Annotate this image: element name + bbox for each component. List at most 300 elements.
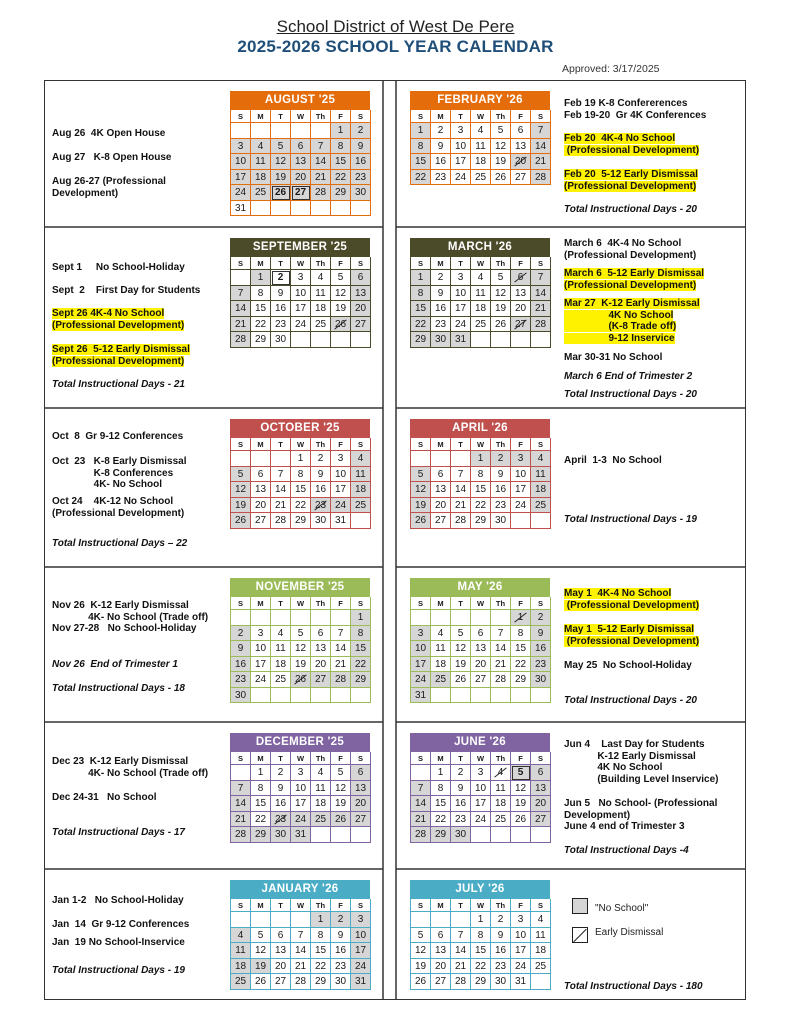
month-calendar — [410, 578, 552, 703]
day-cell: 1 — [291, 451, 311, 467]
weekday-label: W — [291, 257, 311, 270]
weekday-label: S — [231, 752, 251, 765]
day-cell: 12 — [411, 482, 431, 498]
day-cell: 24 — [511, 959, 531, 975]
weekday-label: F — [511, 110, 531, 123]
day-cell: 5 — [231, 467, 251, 483]
day-cell: 25 — [531, 498, 551, 514]
day-cell: 27 — [511, 170, 531, 186]
day-cell: 31 — [451, 332, 471, 348]
day-cell: 26 — [231, 513, 251, 529]
weekday-label: T — [271, 257, 291, 270]
day-cell: 5 — [251, 928, 271, 944]
event-note: Feb 20 5-12 Early Dismissal (Professional Development) — [564, 169, 698, 192]
day-cell: 24 — [291, 317, 311, 333]
day-cell: 26 — [511, 812, 531, 828]
day-cell: 25 — [251, 185, 271, 201]
weekday-label: S — [351, 438, 371, 451]
day-cell: 25 — [271, 672, 291, 688]
day-cell: 13 — [271, 943, 291, 959]
empty-day-cell — [451, 688, 471, 704]
day-cell: 3 — [331, 451, 351, 467]
day-cell: 19 — [491, 154, 511, 170]
weekday-label: W — [291, 899, 311, 912]
day-cell: 5 — [491, 123, 511, 139]
day-cell: 20 — [531, 796, 551, 812]
day-cell: 3 — [291, 765, 311, 781]
day-cell: 21 — [231, 317, 251, 333]
day-cell: 21 — [531, 154, 551, 170]
weekday-label: M — [251, 438, 271, 451]
day-cell: 16 — [271, 796, 291, 812]
day-cell: 4 — [231, 928, 251, 944]
empty-day-cell — [311, 332, 331, 348]
day-cell: 1 — [311, 912, 331, 928]
day-cell: 21 — [231, 812, 251, 828]
approved-date: Approved: 3/17/2025 — [562, 63, 660, 75]
day-cell: 31 — [351, 974, 371, 990]
empty-day-cell — [491, 610, 511, 626]
month-calendar — [410, 419, 552, 529]
day-cell: 5 — [271, 139, 291, 155]
empty-day-cell — [331, 827, 351, 843]
month-grid — [410, 437, 550, 529]
day-cell: 28 — [331, 672, 351, 688]
day-cell: 12 — [411, 943, 431, 959]
day-cell: 16 — [271, 301, 291, 317]
early-dismissal-legend-label: Early Dismissal — [595, 927, 664, 938]
day-cell: 29 — [251, 827, 271, 843]
event-note: Oct 24 4K-12 No School (Professional Development) — [52, 496, 185, 519]
empty-day-cell — [471, 610, 491, 626]
month-calendar — [410, 91, 552, 185]
day-cell: 25 — [471, 170, 491, 186]
day-cell: 31 — [411, 688, 431, 704]
day-cell: 15 — [471, 482, 491, 498]
weekday-label: T — [451, 597, 471, 610]
day-cell: 22 — [511, 657, 531, 673]
day-cell: 13 — [431, 482, 451, 498]
day-cell: 12 — [271, 154, 291, 170]
weekday-label: Th — [311, 899, 331, 912]
day-cell: 20 — [471, 657, 491, 673]
day-cell: 14 — [311, 154, 331, 170]
weekday-label: S — [531, 752, 551, 765]
day-cell: 15 — [351, 641, 371, 657]
day-cell: 12 — [451, 641, 471, 657]
weekday-label: S — [351, 752, 371, 765]
day-cell: 4 — [471, 123, 491, 139]
weekday-label: S — [231, 899, 251, 912]
day-cell: 1 — [411, 123, 431, 139]
empty-day-cell — [531, 332, 551, 348]
day-cell: 28 — [531, 170, 551, 186]
day-cell: 22 — [351, 657, 371, 673]
empty-day-cell — [291, 201, 311, 217]
day-cell: 18 — [271, 657, 291, 673]
day-cell: 21 — [451, 959, 471, 975]
day-cell: 24 — [451, 170, 471, 186]
day-cell: 11 — [311, 286, 331, 302]
empty-day-cell — [511, 827, 531, 843]
day-cell: 23 — [451, 812, 471, 828]
weekday-label: F — [511, 438, 531, 451]
empty-day-cell — [471, 827, 491, 843]
day-cell: 17 — [451, 301, 471, 317]
weekday-label: W — [291, 110, 311, 123]
day-cell: 17 — [291, 301, 311, 317]
event-note: April 1-3 No School — [564, 455, 662, 466]
empty-day-cell — [351, 827, 371, 843]
event-note: Sept 2 First Day for Students — [52, 285, 201, 296]
day-cell: 24 — [471, 812, 491, 828]
day-cell: 24 — [451, 317, 471, 333]
day-cell: 8 — [311, 928, 331, 944]
day-cell: 13 — [531, 781, 551, 797]
weekday-label: Th — [491, 752, 511, 765]
day-cell: 14 — [451, 482, 471, 498]
day-cell: 12 — [491, 139, 511, 155]
day-cell: 22 — [251, 812, 271, 828]
day-cell: 1 — [251, 765, 271, 781]
empty-day-cell — [491, 332, 511, 348]
day-cell: 18 — [231, 959, 251, 975]
day-cell: 5 — [331, 765, 351, 781]
empty-day-cell — [231, 270, 251, 286]
day-cell: 12 — [491, 286, 511, 302]
day-cell: 9 — [431, 286, 451, 302]
day-cell: 11 — [531, 467, 551, 483]
weekday-label: Th — [311, 597, 331, 610]
empty-day-cell — [531, 974, 551, 990]
day-cell: 21 — [531, 301, 551, 317]
day-cell: 17 — [331, 482, 351, 498]
weekday-label: S — [531, 899, 551, 912]
empty-day-cell — [411, 451, 431, 467]
weekday-label: T — [271, 438, 291, 451]
event-note: May 25 No School-Holiday — [564, 660, 692, 671]
day-cell: 30 — [451, 827, 471, 843]
day-cell: 7 — [491, 626, 511, 642]
empty-day-cell — [491, 688, 511, 704]
day-cell: 14 — [231, 301, 251, 317]
day-cell: 4 — [311, 270, 331, 286]
day-cell: 17 — [351, 943, 371, 959]
weekday-label: T — [451, 752, 471, 765]
day-cell: 25 — [431, 672, 451, 688]
day-cell: 9 — [311, 467, 331, 483]
day-cell: 3 — [471, 765, 491, 781]
empty-day-cell — [251, 610, 271, 626]
empty-day-cell — [251, 451, 271, 467]
day-cell: 25 — [231, 974, 251, 990]
day-cell: 6 — [251, 467, 271, 483]
weekday-label: Th — [491, 899, 511, 912]
day-cell: 21 — [491, 657, 511, 673]
day-cell: 6 — [351, 765, 371, 781]
empty-day-cell — [251, 912, 271, 928]
weekday-label: M — [431, 899, 451, 912]
day-cell: 13 — [311, 641, 331, 657]
weekday-label: S — [411, 597, 431, 610]
day-cell: 19 — [411, 959, 431, 975]
day-cell: 20 — [431, 498, 451, 514]
empty-day-cell — [271, 123, 291, 139]
day-cell: 11 — [471, 139, 491, 155]
day-cell: 10 — [511, 467, 531, 483]
day-cell: 2 — [431, 270, 451, 286]
day-cell: 10 — [511, 928, 531, 944]
day-cell: 2 — [451, 765, 471, 781]
day-cell: 16 — [351, 154, 371, 170]
empty-day-cell — [491, 827, 511, 843]
empty-day-cell — [411, 912, 431, 928]
weekday-label: F — [331, 597, 351, 610]
day-cell: 8 — [251, 286, 271, 302]
day-cell: 7 — [271, 467, 291, 483]
day-cell: 1 — [351, 610, 371, 626]
day-cell: 5 — [331, 270, 351, 286]
event-note: May 1 5-12 Early Dismissal (Professional Development) — [564, 624, 700, 647]
day-cell: 10 — [471, 781, 491, 797]
event-note: Nov 26 K-12 Early Dismissal 4K- No School (Trade off) Nov 27-28 No School-Holiday — [52, 600, 209, 635]
event-note: Aug 27 K-8 Open House — [52, 152, 172, 163]
day-cell: 11 — [231, 943, 251, 959]
day-cell: 17 — [511, 482, 531, 498]
event-note: Jan 14 Gr 9-12 Conferences — [52, 919, 190, 930]
day-cell: 9 — [331, 928, 351, 944]
month-grid — [410, 596, 550, 703]
day-cell: 7 — [331, 626, 351, 642]
weekday-label: M — [251, 597, 271, 610]
day-cell: 31 — [291, 827, 311, 843]
day-cell: 26 — [331, 812, 351, 828]
empty-day-cell — [231, 765, 251, 781]
weekday-label: S — [531, 438, 551, 451]
day-cell: 16 — [431, 154, 451, 170]
day-cell: 3 — [411, 626, 431, 642]
empty-day-cell — [431, 688, 451, 704]
day-cell: 23 — [491, 959, 511, 975]
day-cell: 10 — [451, 139, 471, 155]
day-cell: 29 — [351, 672, 371, 688]
weekday-label: W — [471, 438, 491, 451]
total-days-note: Total Instructional Days -4 — [564, 845, 689, 856]
day-cell: 28 — [231, 332, 251, 348]
day-cell: 7 — [231, 286, 251, 302]
month-grid — [230, 596, 370, 703]
empty-day-cell — [271, 201, 291, 217]
day-cell: 11 — [491, 781, 511, 797]
event-note: Feb 19 K-8 Confererences Feb 19-20 Gr 4K Conferences — [564, 98, 707, 121]
day-cell: 26 — [451, 672, 471, 688]
day-cell: 4 — [251, 139, 271, 155]
day-cell: 27 — [531, 812, 551, 828]
day-cell: 16 — [451, 796, 471, 812]
total-days-note: Nov 26 End of Trimester 1 — [52, 659, 178, 670]
empty-day-cell — [531, 513, 551, 529]
day-cell: 12 — [511, 781, 531, 797]
day-cell: 17 — [451, 154, 471, 170]
day-cell: 15 — [511, 641, 531, 657]
weekday-label: S — [231, 438, 251, 451]
day-cell: 15 — [291, 482, 311, 498]
weekday-label: S — [411, 257, 431, 270]
day-cell: 27 — [251, 513, 271, 529]
weekday-label: W — [471, 899, 491, 912]
month-header: SEPTEMBER '25 — [230, 238, 370, 256]
day-cell: 9 — [491, 928, 511, 944]
empty-day-cell — [451, 912, 471, 928]
event-note: Dec 23 K-12 Early Dismissal 4K- No School (Trade off) — [52, 756, 209, 779]
day-cell: 4 — [531, 451, 551, 467]
day-cell: 26 — [291, 672, 311, 688]
day-cell: 26 — [491, 170, 511, 186]
month-header: FEBRUARY '26 — [410, 91, 550, 109]
calendar-title: 2025-2026 SCHOOL YEAR CALENDAR — [237, 37, 554, 56]
day-cell: 21 — [311, 170, 331, 186]
day-cell: 25 — [311, 317, 331, 333]
day-cell: 9 — [351, 139, 371, 155]
day-cell: 1 — [511, 610, 531, 626]
day-cell: 22 — [471, 498, 491, 514]
day-cell: 14 — [331, 641, 351, 657]
day-cell: 3 — [251, 626, 271, 642]
day-cell: 23 — [351, 170, 371, 186]
empty-day-cell — [311, 688, 331, 704]
empty-day-cell — [231, 451, 251, 467]
empty-day-cell — [311, 201, 331, 217]
event-note: Dec 24-31 No School — [52, 792, 157, 803]
day-cell: 13 — [351, 286, 371, 302]
weekday-label: S — [411, 110, 431, 123]
day-cell: 3 — [351, 912, 371, 928]
day-cell: 8 — [291, 467, 311, 483]
day-cell: 10 — [251, 641, 271, 657]
day-cell: 8 — [411, 286, 431, 302]
day-cell: 18 — [471, 154, 491, 170]
weekday-label: T — [271, 899, 291, 912]
weekday-label: Th — [311, 438, 331, 451]
empty-day-cell — [271, 610, 291, 626]
day-cell: 19 — [251, 959, 271, 975]
empty-day-cell — [531, 827, 551, 843]
day-cell: 1 — [331, 123, 351, 139]
weekday-label: M — [251, 752, 271, 765]
day-cell: 13 — [471, 641, 491, 657]
weekday-label: S — [531, 110, 551, 123]
event-note: Jun 4 Last Day for Students K-12 Early Dismissal 4K No School (Building Level Inservice) — [564, 739, 719, 785]
weekday-label: T — [271, 597, 291, 610]
day-cell: 27 — [431, 513, 451, 529]
total-days-note: Total Instructional Days – 22 — [52, 538, 188, 549]
day-cell: 8 — [431, 781, 451, 797]
weekday-label: M — [251, 899, 271, 912]
day-cell: 31 — [231, 201, 251, 217]
day-cell: 11 — [351, 467, 371, 483]
event-note: Oct 8 Gr 9-12 Conferences — [52, 431, 184, 442]
day-cell: 27 — [511, 317, 531, 333]
day-cell: 26 — [491, 317, 511, 333]
total-days-note: Total Instructional Days - 19 — [52, 965, 185, 976]
weekday-label: S — [351, 597, 371, 610]
day-cell: 16 — [231, 657, 251, 673]
day-cell: 9 — [491, 467, 511, 483]
day-cell: 4 — [531, 912, 551, 928]
day-cell: 19 — [491, 301, 511, 317]
day-cell: 10 — [291, 286, 311, 302]
weekday-label: F — [331, 752, 351, 765]
day-cell: 9 — [531, 626, 551, 642]
day-cell: 5 — [511, 765, 531, 781]
day-cell: 28 — [451, 513, 471, 529]
empty-day-cell — [331, 201, 351, 217]
day-cell: 20 — [511, 154, 531, 170]
day-cell: 4 — [351, 451, 371, 467]
day-cell: 24 — [251, 672, 271, 688]
empty-day-cell — [311, 123, 331, 139]
day-cell: 30 — [331, 974, 351, 990]
month-grid — [230, 109, 370, 216]
day-cell: 15 — [251, 796, 271, 812]
event-note: Jan 1-2 No School-Holiday — [52, 895, 184, 906]
day-cell: 6 — [291, 139, 311, 155]
empty-day-cell — [471, 332, 491, 348]
day-cell: 26 — [251, 974, 271, 990]
day-cell: 6 — [471, 626, 491, 642]
weekday-label: W — [471, 257, 491, 270]
day-cell: 7 — [531, 123, 551, 139]
day-cell: 1 — [431, 765, 451, 781]
day-cell: 17 — [511, 943, 531, 959]
day-cell: 19 — [271, 170, 291, 186]
day-cell: 6 — [311, 626, 331, 642]
weekday-label: M — [431, 752, 451, 765]
month-header: DECEMBER '25 — [230, 733, 370, 751]
day-cell: 30 — [271, 332, 291, 348]
district-title: School District of West De Pere — [276, 17, 515, 36]
day-cell: 9 — [451, 781, 471, 797]
total-days-note: Total Instructional Days - 18 — [52, 683, 185, 694]
empty-day-cell — [271, 451, 291, 467]
month-header: NOVEMBER '25 — [230, 578, 370, 596]
day-cell: 30 — [491, 974, 511, 990]
no-school-legend-label: "No School" — [595, 903, 649, 914]
day-cell: 9 — [431, 139, 451, 155]
weekday-label: T — [271, 752, 291, 765]
day-cell: 28 — [231, 827, 251, 843]
day-cell: 22 — [251, 317, 271, 333]
day-cell: 14 — [531, 286, 551, 302]
weekday-label: F — [331, 438, 351, 451]
weekday-label: Th — [491, 257, 511, 270]
weekday-label: M — [431, 110, 451, 123]
day-cell: 14 — [291, 943, 311, 959]
weekday-label: S — [231, 110, 251, 123]
day-cell: 20 — [431, 959, 451, 975]
day-cell: 15 — [411, 154, 431, 170]
weekday-label: F — [331, 899, 351, 912]
day-cell: 29 — [291, 513, 311, 529]
day-cell: 23 — [271, 317, 291, 333]
empty-day-cell — [411, 765, 431, 781]
day-cell: 25 — [471, 317, 491, 333]
event-note: Sept 26 5-12 Early Dismissal (Professional Development) — [52, 344, 190, 367]
day-cell: 17 — [411, 657, 431, 673]
day-cell: 17 — [471, 796, 491, 812]
day-cell: 7 — [411, 781, 431, 797]
day-cell: 18 — [471, 301, 491, 317]
